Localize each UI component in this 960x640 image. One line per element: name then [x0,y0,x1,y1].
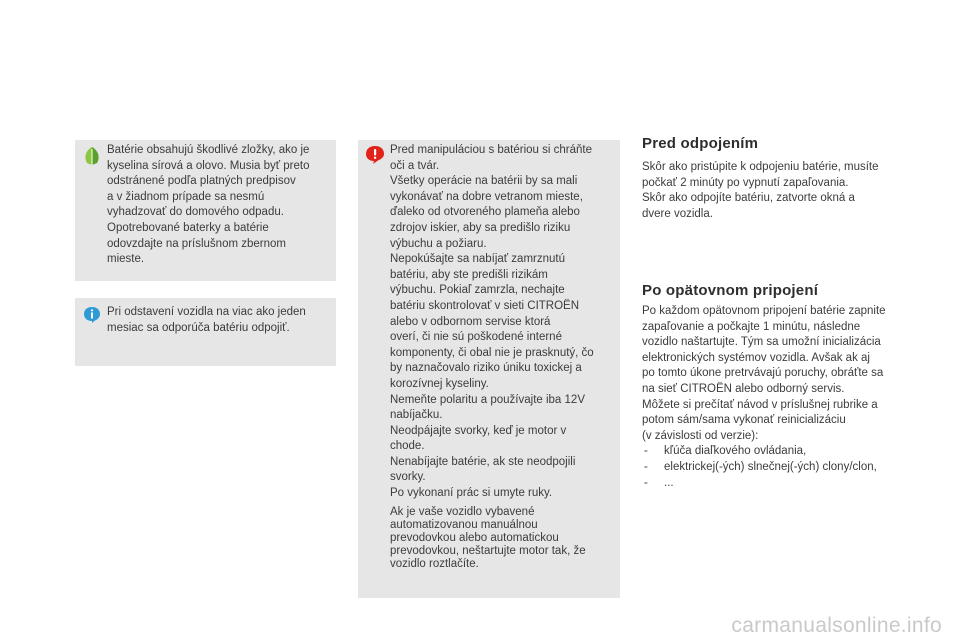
info-line: mesiac sa odporúča batériu odpojiť. [107,321,290,334]
warning-line: Po vykonaní prác si umyte ruky. [390,487,553,500]
section-title-before-disconnect: Pred odpojením [642,135,759,152]
section-text-after-reconnect [642,304,908,491]
eco-line: Opotrebované baterky a batérie [107,221,269,234]
paragraph-line: dvere vozidla. [642,207,713,220]
warning-line: výbuchu a požiaru. [390,237,487,250]
warning-lead-line: vozidlo roztlačíte. [390,557,479,570]
warning-line: overí, či nie sú poškodené interné [390,331,562,344]
list-item: - elektrickej(-ých) slnečnej(-ých) clony/clon, [642,460,908,476]
info-icon [83,306,101,329]
warning-line: zdrojov iskier, aby sa predišlo riziku [390,221,571,234]
paragraph-line: potom sám/sama vykonať reinicializáciu [642,414,846,427]
list-item: - ... [642,476,908,492]
warning-line: batériu skontrolovať v sieti CITROËN [390,299,580,312]
eco-line: odstránené podľa platných predpisov [107,175,296,188]
warning-line: nabíjačku. [390,409,443,422]
warning-line: oči a tvár. [390,159,440,172]
warning-line: korozívnej kyseliny. [390,377,489,390]
reinit-list [642,444,908,491]
paragraph-line: po tomto úkone pretrvávajú poruchy, obráťte sa [642,367,884,380]
watermark: carmanualsonline.info [731,614,942,637]
section-title-after-reconnect: Po opätovnom pripojení [642,282,819,299]
eco-note-box [75,140,336,281]
paragraph-line: na sieť CITROËN alebo odborný servis. [642,382,845,395]
paragraph-line: vozidlo naštartujte. Tým sa umožní inicializácia [642,336,881,349]
warning-lead-line: automatizovanou manuálnou [390,518,538,531]
paragraph-line: počkať 2 minúty po vypnutí zapaľovania. [642,176,849,189]
eco-line: a v žiadnom prípade sa nesmú [107,190,265,203]
warning-line: Všetky operácie na batérii by sa mali [390,175,578,188]
warning-line: alebo v odbornom servise ktorá [390,315,551,328]
list-item: - kľúča diaľkového ovládania, [642,444,908,460]
warning-lead-line: prevodovkou, neštartujte motor tak, že [390,544,586,557]
warning-line: svorky. [390,471,426,484]
warning-line: vykonávať na dobre vetranom mieste, [390,190,583,203]
warning-line: výbuchu. Pokiaľ zamrzla, nechajte [390,284,565,297]
eco-line: Batérie obsahujú škodlivé zložky, ako je [107,144,310,156]
paragraph-line: Po každom opätovnom pripojení batérie zapnite [642,305,886,317]
warning-line: Nemeňte polaritu a používajte iba 12V [390,393,585,406]
warning-line: Neodpájajte svorky, keď je motor v [390,424,567,437]
eco-line: mieste. [107,253,145,266]
warning-lead-line: prevodovkou alebo automatickou [390,531,559,544]
paragraph-line: Skôr ako odpojíte batériu, zatvorte okná a [642,192,855,205]
warning-icon [365,145,385,170]
eco-line: odovzdajte na príslušnom zbernom [107,237,286,250]
warning-line: komponenty, či obal nie je prasknutý, čo [390,346,594,359]
warning-line: ďaleko od otvoreného plameňa alebo [390,206,580,219]
paragraph-line: (v závislosti od verzie): [642,429,759,442]
eco-line: kyselina sírová a olovo. Musia byť preto [107,159,310,172]
warning-note-automatic-gearbox [390,506,615,571]
info-note-text [107,305,329,336]
warning-lead-line: Ak je vaše vozidlo vybavené [390,505,535,518]
eco-line: vyhadzovať do domového odpadu. [107,206,284,219]
warning-note-box [358,140,620,598]
warning-line: by naznačovalo riziko úniku toxickej a [390,362,582,375]
paragraph-line: elektronických systémov vozidla. Avšak ak aj [642,351,870,364]
warning-line: batériu, aby ste predišli rizikám [390,268,548,281]
info-note-box [75,298,336,366]
warning-note-text [390,143,615,502]
paragraph-line: zapaľovanie a počkajte 1 minútu, následne [642,320,861,333]
eco-note-text [107,143,329,268]
warning-line: chode. [390,440,425,453]
warning-line: Nepokúšajte sa nabíjať zamrznutú [390,253,565,266]
paragraph-line: Skôr ako pristúpite k odpojeniu batérie, musíte [642,161,879,173]
eco-leaf-icon [83,146,101,171]
warning-line: Pred manipuláciou s batériou si chráňte [390,144,593,156]
info-line: Pri odstavení vozidla na viac ako jeden [107,306,306,318]
section-text-before-disconnect [642,160,908,222]
warning-line: Nenabíjajte batérie, ak ste neodpojili [390,455,576,468]
paragraph-line: Môžete si prečítať návod v príslušnej rubrike a [642,398,878,411]
